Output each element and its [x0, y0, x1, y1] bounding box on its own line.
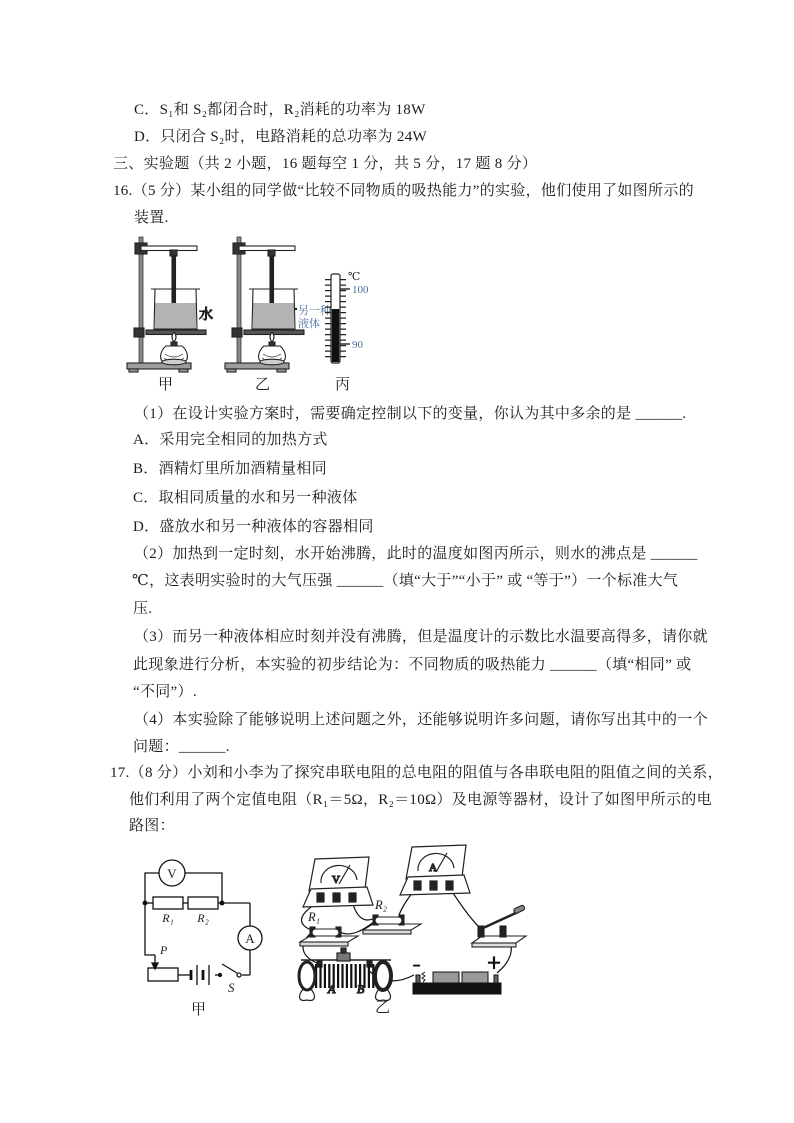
- flame-icon: [172, 332, 176, 342]
- q16-part1-option-c: C．取相同质量的水和另一种液体: [133, 490, 358, 506]
- q16-part4-line2: 问题：______.: [133, 739, 230, 755]
- tick-label-100: 100: [352, 284, 369, 296]
- q17-line1: 17.（8 分）小刘和小李为了探究串联电阻的总电阻的阻值与各串联电阻的阻值之间的关系，: [110, 765, 723, 781]
- q16-part2-line1: （2）加热到一定时刻，水开始沸腾，此时的温度如图丙所示，则水的沸点是 ______: [134, 546, 698, 562]
- water-label: 水: [199, 308, 213, 323]
- terminal-a-label: A: [328, 982, 336, 996]
- other-liquid-label-line2: 液体: [298, 318, 320, 330]
- q16-part2-line3: 压.: [133, 601, 153, 617]
- terminal-b-label: B: [357, 982, 365, 996]
- resistor-r2-symbol: [188, 897, 218, 909]
- other-liquid-label-line1: 另一种: [298, 305, 331, 317]
- q16-part3-line1: （3）而另一种液体相应时刻并没有沸腾，但是温度计的示数比水温要高得多，请你就: [134, 629, 708, 645]
- rheostat-device: [299, 948, 391, 1000]
- rheostat-symbol: [148, 968, 178, 981]
- q16-part1-option-a: A．采用完全相同的加热方式: [133, 432, 328, 448]
- q16-part2-line2: ℃，这表明实验时的大气压强 ______（填“大于”“小于” 或 “等于”）一个标准大气: [132, 573, 679, 589]
- knife-switch-device: [472, 905, 526, 947]
- r1-device: [300, 927, 358, 946]
- q15-option-c: C．S₁和 S₂都闭合时，R₂消耗的功率为 18W: [134, 102, 426, 118]
- q16-part1-option-d: D．盛放水和另一种液体的容器相同: [133, 519, 374, 535]
- voltmeter-label: V: [167, 866, 177, 881]
- stand-jia: [127, 237, 213, 372]
- fig1-label-yi: 乙: [255, 377, 271, 393]
- r2-device-label: R₂: [375, 898, 387, 912]
- r1-device-label: R₁: [308, 910, 320, 924]
- rheostat-slider: [337, 953, 350, 961]
- switch-s-label: S: [228, 980, 235, 995]
- ammeter-device: [400, 845, 470, 895]
- fig2-label-jia: 甲: [191, 1002, 207, 1018]
- r2-label: R₂: [197, 911, 209, 925]
- section-header: 三、实验题（共 2 小题，16 题每空 1 分，共 5 分，17 题 8 分）: [113, 156, 538, 172]
- battery-pack: [413, 957, 501, 994]
- q17-line3: 路图：: [129, 818, 175, 834]
- switch-handle: [513, 905, 525, 914]
- battery-minus-label: −: [413, 958, 421, 973]
- q16-part3-line3: “不同”）.: [133, 684, 197, 700]
- resistor-r1-symbol: [153, 897, 183, 909]
- ammeter-label: A: [245, 931, 255, 946]
- q16-part3-line2: 此现象进行分析，本实验的初步结论为：不同物质的吸热能力 ______（填“相同” 或: [133, 657, 692, 673]
- switch-blade: [222, 964, 237, 973]
- flame-icon: [270, 332, 274, 342]
- q16-part1-option-b: B．酒精灯里所加酒精量相同: [133, 461, 327, 477]
- voltmeter-device: [303, 857, 373, 907]
- fig1-label-jia: 甲: [158, 377, 174, 393]
- q17-line2: 他们利用了两个定值电阻（R₁＝5Ω，R₂＝10Ω）及电源等器材，设计了如图甲所示的电: [129, 792, 712, 808]
- other-liquid: [253, 303, 294, 329]
- q15-option-d: D．只闭合 S₂时，电路消耗的总功率为 24W: [134, 129, 427, 145]
- q16-intro-line1: 16.（5 分）某小组的同学做“比较不同物质的吸热能力”的实验，他们使用了如图所示的: [113, 183, 694, 199]
- stand-yi: [225, 237, 304, 372]
- celsius-unit-label: ℃: [348, 271, 361, 283]
- fig2-label-yi: 乙: [375, 1000, 391, 1016]
- ammeter-device-label: A: [429, 862, 437, 874]
- q16-part1: （1）在设计实验方案时，需要确定控制以下的变量，你认为其中多余的是 ______.: [134, 406, 687, 422]
- voltmeter-device-label: V: [332, 874, 340, 886]
- fig1-label-bing: 丙: [335, 377, 351, 393]
- q16-intro-line2: 装置.: [134, 210, 169, 226]
- q16-part4-line1: （4）本实验除了能够说明上述问题之外，还能够说明许多问题，请你写出其中的一个: [134, 712, 708, 728]
- figure-circuit: [135, 843, 535, 1021]
- thermometer-bing: [328, 271, 369, 363]
- water-liquid: [155, 303, 196, 329]
- battery-plus-label: ＋: [487, 957, 501, 972]
- tick-label-90: 90: [352, 339, 363, 351]
- r2-device: [363, 915, 421, 934]
- slider-p-label: P: [160, 943, 168, 957]
- mercury-column: [332, 309, 339, 362]
- figure-heating-apparatus: [125, 233, 387, 395]
- thermometer-stem: [172, 256, 176, 306]
- r1-label: R₁: [162, 911, 174, 925]
